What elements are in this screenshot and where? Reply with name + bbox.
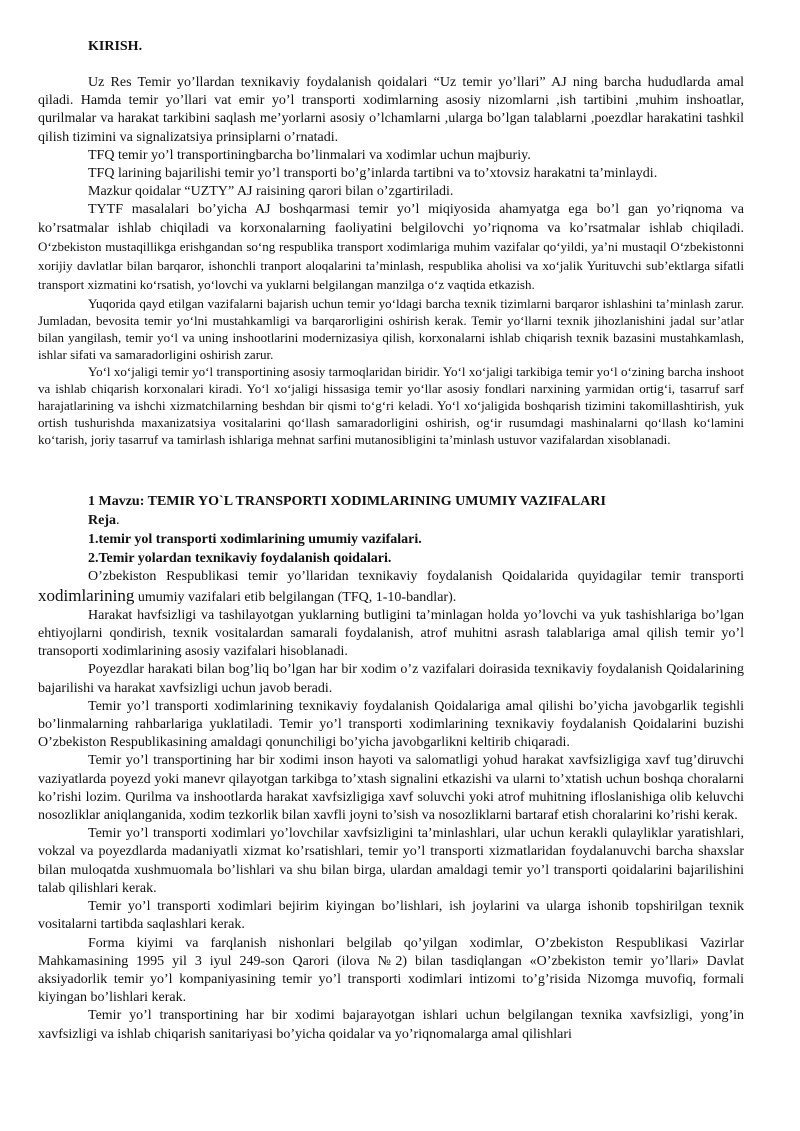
topic-paragraph-3: Temir yo’l transporti xodimlarining texnikaviy foydalanish Qoidalariga amal qilishi bo’yicha javobgarlik tegishli bo’linmalarning rahbarlariga yuklatiladi. Temir yo’l transporti xodimlarining texnikaviy foydalanish Qoidalarini buzishi O’zbekiston Respublikasining amaldagi qonunchiligi bo’yicha javobgarlikni keltirib chiqaradi. [38,698,744,751]
lead-after: umumiy vazifalari etib belgilangan (TFQ, 1-10-bandlar). [137,589,457,605]
lead-before: O’zbekiston Respublikasi temir yo’llaridan texnikaviy foydalanish Qoidalarida quyidagilar temir transporti [88,569,744,585]
topic-paragraph-6: Temir yo’l transporti xodimlari bejirim kiyingan bo’lishlari, ish joylarini va ularga ishonib topshirilgan texnik vositalarni tartibda saqlashlari kerak. [38,899,744,933]
topic-title: 1 Mavzu: TEMIR YO`L TRANSPORTI XODIMLARINING UMUMIY VAZIFALARI [88,494,606,510]
plan-label: Reja [88,513,116,529]
tytf-rest: O‘zbekiston mustaqillikga erishgandan so‘ng respublika transport xodimlariga muhim vazifalar qo‘yildi, ya’ni mustaqil O‘zbekistonni xorijiy davlatlar bilan barqaror, ishonchli tranport aloqalarini ta’minlash, respublika aholisi va xo‘jalik Yurituvchi sub’ektlarga sifatli transport xizmatini ko‘rsatish, yo‘lovchi va yuklarni belgilangan manzilga o‘z vaqtida etkazish. [38,238,744,293]
intro-heading: KIRISH. [88,39,143,54]
intro-paragraph-3: TFQ larining bajarilishi temir yo’l transporti bo’g’inlarda tartibni va to’xtovsiz harakatni ta’minlaydi. [88,166,658,182]
plan-label-line: Reja. [88,513,120,529]
intro-small-paragraph-2: Yo‘l xo‘jaligi temir yo‘l transportining asosiy tarmoqlaridan biridir. Yo‘l xo‘jaligi tarkibiga temir yo‘l o‘zining barcha inshoot va ishlab chiqarish korxonalari kiradi. Yo‘l xo‘jaligi hissasiga temir yo‘llar asosiy fondlari narxining yarmidan ortig‘i, tasarruf sarf harajatlarining va ishchi xizmatchilarning beshdan bir qismi to‘g‘ri keladi. Yo‘l xo‘jaligida boshqarish tizimini takomillashtirish, yuk ortish tushurishda maxanizatsiya vositalarini qo‘llash samaradorligini oshirish, og‘ir rusumdagi mashinalarni qo‘llash ko‘lamini ko‘tarish, joriy tasarruf va tamirlash ishlariga mehnat sarfini mutanosibligini ta’minlash ustuvor vazifalardan xisoblanadi. [38,364,744,448]
topic-paragraph-2: Poyezdlar harakati bilan bog’liq bo’lgan har bir xodim o’z vazifalari doirasida texnikaviy foydalanish Qoidalarining bajarilishi va harakat xavfsizligi uchun javob beradi. [38,662,744,696]
topic-paragraph-5: Temir yo’l transporti xodimlari yo’lovchilar xavfsizligini ta’minlashlari, ular uchun kerakli qulayliklar yaratishlari, vokzal va poyezdlarda madaniyatli xizmat ko’rsatishlari, temir yo’l transporti xizmatlaridan foydalanuvchi barcha shaxslar bilan muloqatda xushmuomala bo’lishlari va shu bilan birga, ulardan amaldagi temir yo’l transporti qoidalarini bajarilishini talab qilishlari kerak. [38,826,744,896]
topic-paragraph-4: Temir yo’l transportining har bir xodimi inson hayoti va salomatligi yohud harakat xavfsizligiga xavf tug’diruvchi vaziyatlarda poyezd yoki manevr qilayotgan tarkibga to’xtash signalini etkazishi va ularni to’xtatish uchun boshqa choralarni ko’rishi lozim. Qurilma va inshootlarda harakat xavfsizligiga xavf soluvchi yoki atrof muhitning ifloslanishiga olib keluvchi nosozliklar aniqlanganida, xodim tezkorlik bilan xavfli joyni to’sish va nosozliklarni bartaraf etish choralarini ko’rishi kerak. [38,753,744,824]
intro-paragraph-4: Mazkur qoidalar “UZTY” AJ raisining qarori bilan o’zgartiriladi. [88,184,454,200]
intro-paragraph-tytf [38,201,744,295]
topic-lead-paragraph [38,568,744,606]
topic-paragraph-1: Harakat havfsizligi va tashilayotgan yuklarning butligini ta’minlagan holda yo’lovchi va yuk tashishlariga bo’lgan ehtiyojlarni qondirish, texnik vositalardan samarali foydalanish, atrof muhitni asrash talablariga amal qilish temir yo’l transoporti xodimlarining asosiy vazifalari hisoblanadi. [38,607,744,660]
plan-item-1: 1.temir yol transporti xodimlarining umumiy vazifalari. [88,532,422,548]
lead-big-word: xodimlarining [38,585,135,605]
tytf-lead: TYTF masalalari bo’yicha AJ boshqarmasi temir yo’l miqiyosida ahamyatga ega bo’l gan yo’riqnoma va ko’rsatmalar ishlab chiqiladi va korxonalarning faoliyatini belgilovchi yo’riqnoma va ko’rsatmalar ishlab chiqiladi. [38,202,744,236]
intro-paragraph-2: TFQ temir yo’l transportiningbarcha bo’linmalari va xodimlar uchun majburiy. [88,147,531,163]
topic-paragraph-8: Temir yo’l transportining har bir xodimi bajarayotgan ishlari uchun belgilangan texnika xavfsizligi, yong’in xavfsizligi va ishlab chiqarish sanitariyasi bo’yicha qoidalar va yo’riqnomalarga amal qilishlari [38,1008,744,1042]
plan-item-2: 2.Temir yolardan texnikaviy foydalanish qoidalari. [88,551,392,567]
topic-paragraph-7: Forma kiyimi va farqlanish nishonlari belgilab qo’yilgan xodimlar, O’zbekiston Respublikasi Vazirlar Mahkamasining 1995 yil 3 iyul 249-son Qarori (ilova №2) bilan tasdiqlangan «O’zbekiston temir yo’llari» Davlat aksiyadorlik temir yo’l kompaniyasining temir yo’l transporti xodimlari intizomi to’g’risida Nizomga muvofiq, formali kiyingan bo’lishlari kerak. [38,935,744,1006]
intro-paragraph-1: Uz Res Temir yo’llardan texnikaviy foydalanish qoidalari “Uz temir yo’llari” AJ ning barcha hududlarda amal qiladi. Hamda temir yo’llari vat emir yo’l transporti xodimlarning asosiy nizomlarni ,ish tartibini ,muhim inshoatlar, qurilmalar va harakat tarkibini saqlash me’yorlarni asosiy o’lchamlarni ,ularga bo’lgan talablarni ,poezdlar harakatini tashkil qilish tizimini va signalizatsiya prinsiplarni o’rnatadi. [38,75,744,145]
intro-small-paragraph-1: Yuqorida qayd etilgan vazifalarni bajarish uchun temir yo‘ldagi barcha texnik tizimlarni barqaror ishlashini ta’minlash zarur. Jumladan, bevosita temir yo‘lni mustahkamligi va barqarorligini oshirish kerak. Temir yo‘llarni texnik jihozlanishini jadal sur’atlar bilan yangilash, temir yo‘l va uning inshootlarini modernizasiya qilish, korxonalarni ishlab chiqarish texnik bazasini mustahkamlash, ishlar sifati va samaradorligini oshirish zarur. [38,296,744,363]
